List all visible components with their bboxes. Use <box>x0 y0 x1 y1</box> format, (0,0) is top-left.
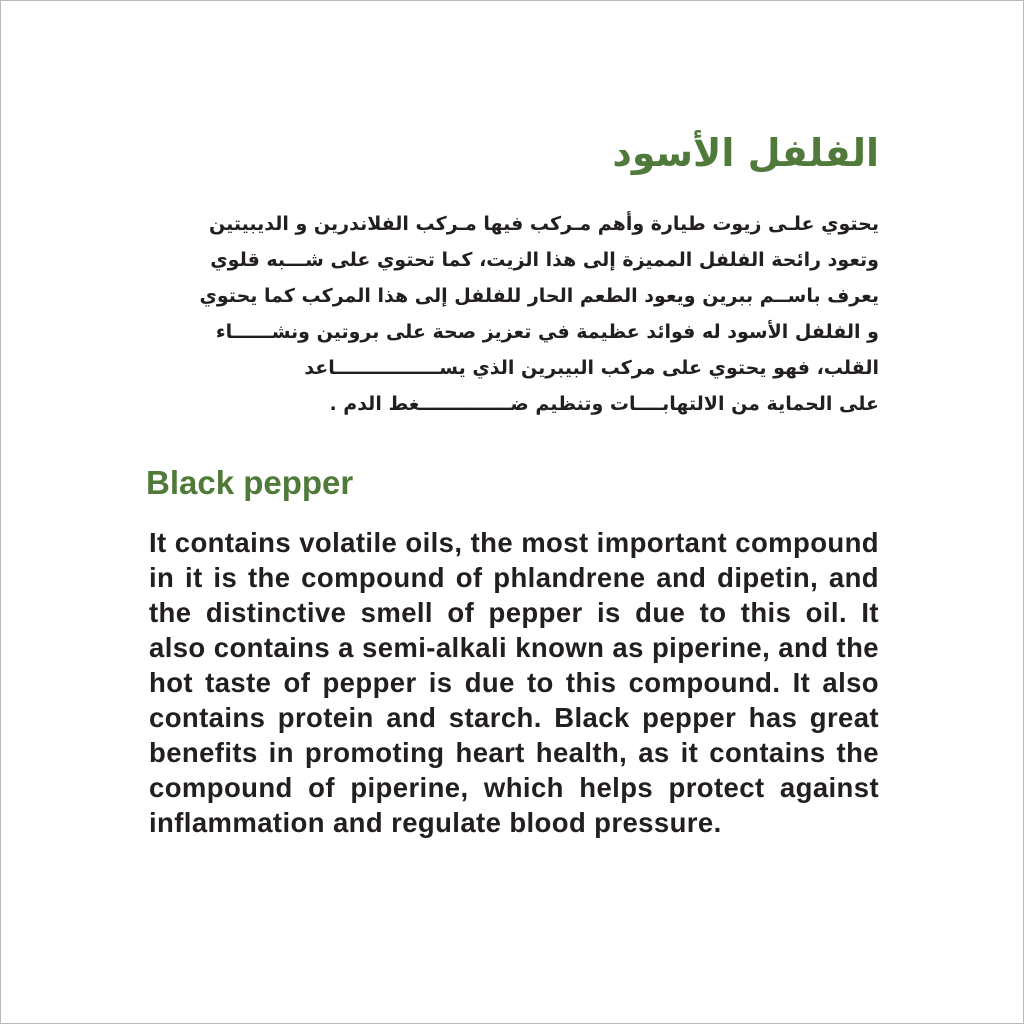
arabic-line: يحتوي علـى زيوت طيارة وأهم مـركب فيها مـركب الفلاندرين و الديبيتين <box>209 213 879 235</box>
arabic-line: على الحماية من الالتهابــــات وتنظيم ضــــــــــــــغط الدم . <box>329 393 879 415</box>
english-title: Black pepper <box>146 464 354 501</box>
arabic-line: وتعود رائحة الفلفل المميزة إلى هذا الزيت، كما تحتوي على شـــبه قلوي <box>210 249 879 271</box>
arabic-line: و الفلفل الأسود له فوائد عظيمة في تعزيز صحة على بروتين ونشــــــاء <box>215 321 879 343</box>
arabic-title: الفلفل الأسود <box>612 131 879 175</box>
arabic-paragraph <box>149 206 879 422</box>
arabic-line: يعرف باســم ببرين ويعود الطعم الحار للفلفل إلى هذا المركب كما يحتوي <box>199 285 879 307</box>
arabic-line: القلب، فهو يحتوي على مركب البيبرين الذي يســــــــــــــــاعد <box>304 357 879 379</box>
english-paragraph: It contains volatile oils, the most important compound in it is the compound of phlandrene and dipetin, and the distinctive smell of pepper is due to this oil. It also contains a semi-alkali known as piperine, and the hot taste of pepper is due to this compound. It also contains protein and starch. Black pepper has great benefits in promoting heart health, as it contains the compound of piperine, which helps protect against inflammation and regulate blood pressure. <box>149 527 879 838</box>
